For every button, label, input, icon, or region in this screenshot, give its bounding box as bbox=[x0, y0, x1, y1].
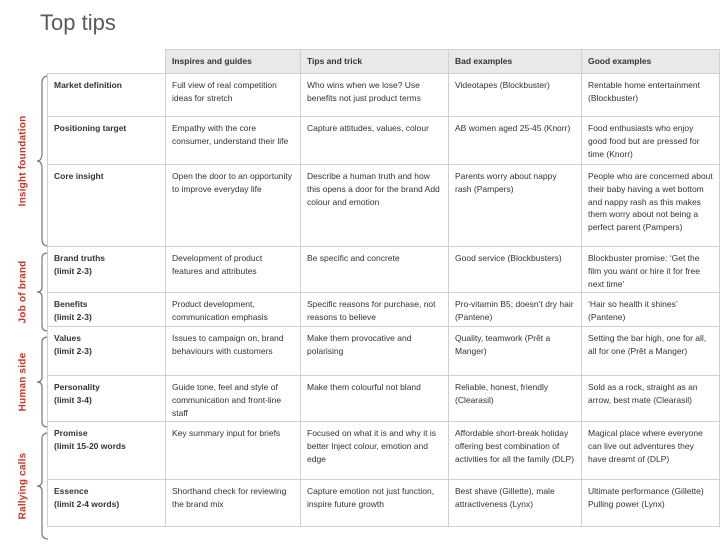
table-row bbox=[48, 422, 720, 480]
cell-tips: Focused on what it is and why it is better Inject colour, emotion and edge bbox=[301, 422, 449, 480]
side-group-job-of-brand bbox=[14, 252, 34, 332]
table-row bbox=[48, 117, 720, 165]
row-key: Promise (limit 15-20 words bbox=[48, 422, 166, 480]
side-label-job-of-brand: Job of brand bbox=[17, 260, 29, 324]
table-header-row bbox=[48, 50, 720, 74]
cell-good-example: Setting the bar high, one for all, all for one (Prêt a Manger) bbox=[582, 327, 720, 376]
page-title: Top tips bbox=[40, 10, 116, 35]
cell-bad-example: Quality, teamwork (Prêt a Manger) bbox=[449, 327, 582, 376]
cell-inspires: Shorthand check for reviewing the brand mix bbox=[166, 480, 301, 527]
cell-tips: Describe a human truth and how this opens a door for the brand Add colour and emotion bbox=[301, 165, 449, 247]
column-header-blank bbox=[48, 50, 166, 74]
table-row bbox=[48, 165, 720, 247]
cell-tips: Be specific and concrete bbox=[301, 247, 449, 293]
row-key: Market definition bbox=[48, 74, 166, 117]
cell-good-example: Rentable home entertainment (Blockbuster) bbox=[582, 74, 720, 117]
side-label-human-side: Human side bbox=[17, 352, 29, 412]
row-key: Benefits (limit 2-3) bbox=[48, 293, 166, 327]
cell-tips: Make them colourful not bland bbox=[301, 376, 449, 422]
row-key: Core insight bbox=[48, 165, 166, 247]
side-label-rallying-calls: Rallying calls bbox=[17, 452, 29, 520]
cell-bad-example: Pro-vitamin B5; doesn’t dry hair (Pantene) bbox=[449, 293, 582, 327]
table-row bbox=[48, 376, 720, 422]
cell-bad-example: Parents worry about nappy rash (Pampers) bbox=[449, 165, 582, 247]
cell-bad-example: Reliable, honest, friendly (Clearasil) bbox=[449, 376, 582, 422]
cell-good-example: Food enthusiasts who enjoy good food but are pressed for time (Knorr) bbox=[582, 117, 720, 165]
table-row bbox=[48, 74, 720, 117]
row-key: Essence (limit 2-4 words) bbox=[48, 480, 166, 527]
cell-bad-example: Good service (Blockbusters) bbox=[449, 247, 582, 293]
cell-good-example: People who are concerned about their baby having a wet bottom and nappy rash as this makes them worry about not being a perfect parent (Pampers) bbox=[582, 165, 720, 247]
cell-good-example: Blockbuster promise: ‘Get the film you want or hire it for free next time’ bbox=[582, 247, 720, 293]
row-key: Personality (limit 3-4) bbox=[48, 376, 166, 422]
cell-bad-example: Videotapes (Blockbuster) bbox=[449, 74, 582, 117]
cell-good-example: ‘Hair so health it shines’ (Pantene) bbox=[582, 293, 720, 327]
table-row bbox=[48, 480, 720, 527]
cell-bad-example: Affordable short-break holiday offering best combination of activities for all the family (DLP) bbox=[449, 422, 582, 480]
column-header-inspires: Inspires and guides bbox=[166, 50, 301, 74]
cell-good-example: Sold as a rock, straight as an arrow, best mate (Clearasil) bbox=[582, 376, 720, 422]
cell-tips: Specific reasons for purchase, not reasons to believe bbox=[301, 293, 449, 327]
cell-good-example: Ultimate performance (Gillette) Pulling power (Lynx) bbox=[582, 480, 720, 527]
cell-inspires: Full view of real competition ideas for stretch bbox=[166, 74, 301, 117]
table-row bbox=[48, 293, 720, 327]
side-group-rallying-calls bbox=[14, 432, 34, 540]
side-label-insight-foundation: Insight foundation bbox=[17, 115, 29, 207]
cell-inspires: Guide tone, feel and style of communication and front-line staff bbox=[166, 376, 301, 422]
row-key: Brand truths (limit 2-3) bbox=[48, 247, 166, 293]
cell-tips: Make them provocative and polarising bbox=[301, 327, 449, 376]
cell-inspires: Issues to campaign on, brand behaviours with customers bbox=[166, 327, 301, 376]
row-key: Positioning target bbox=[48, 117, 166, 165]
cell-inspires: Key summary input for briefs bbox=[166, 422, 301, 480]
cell-inspires: Open the door to an opportunity to improve everyday life bbox=[166, 165, 301, 247]
cell-tips: Capture emotion not just function, inspire future growth bbox=[301, 480, 449, 527]
cell-inspires: Empathy with the core consumer, understand their life bbox=[166, 117, 301, 165]
cell-inspires: Product development, communication emphasis bbox=[166, 293, 301, 327]
cell-inspires: Development of product features and attributes bbox=[166, 247, 301, 293]
side-group-insight-foundation bbox=[14, 75, 34, 247]
cell-bad-example: AB women aged 25-45 (Knorr) bbox=[449, 117, 582, 165]
cell-bad-example: Best shave (Gillette), male attractiveness (Lynx) bbox=[449, 480, 582, 527]
cell-good-example: Magical place where everyone can live out adventures they have dreamt of (DLP) bbox=[582, 422, 720, 480]
column-header-bad-examples: Bad examples bbox=[449, 50, 582, 74]
table-row bbox=[48, 247, 720, 293]
side-group-human-side bbox=[14, 336, 34, 428]
tips-table bbox=[47, 49, 720, 527]
column-header-tips: Tips and trick bbox=[301, 50, 449, 74]
column-header-good-examples: Good examples bbox=[582, 50, 720, 74]
table-row bbox=[48, 327, 720, 376]
cell-tips: Capture attitudes, values, colour bbox=[301, 117, 449, 165]
row-key: Values (limit 2-3) bbox=[48, 327, 166, 376]
cell-tips: Who wins when we lose? Use benefits not just product terms bbox=[301, 74, 449, 117]
